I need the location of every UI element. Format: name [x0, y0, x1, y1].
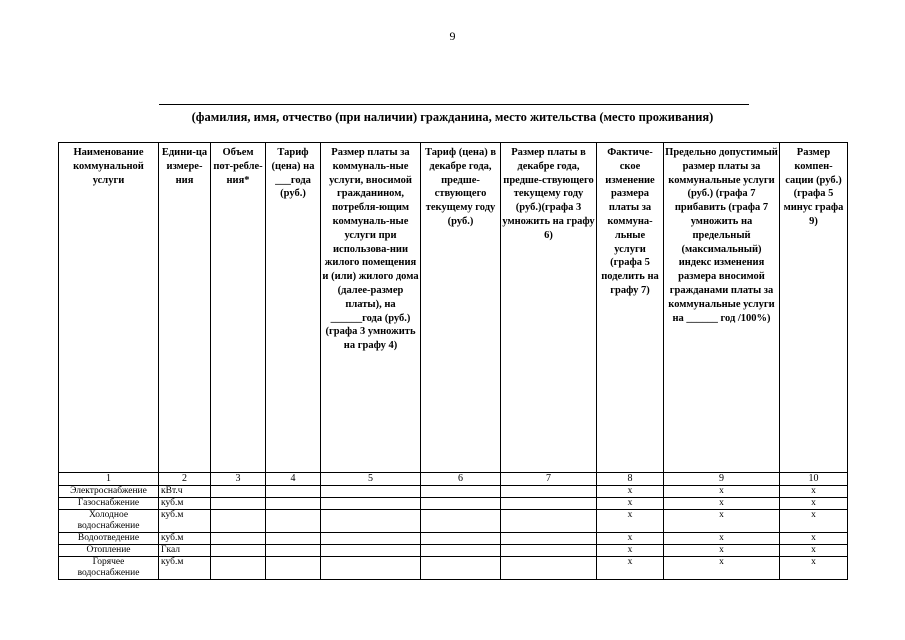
value-cell	[421, 498, 501, 510]
value-cell	[501, 498, 597, 510]
value-cell	[211, 557, 266, 580]
x-mark: x	[780, 486, 848, 498]
x-mark: x	[664, 498, 780, 510]
service-name: Отопление	[59, 545, 159, 557]
column-number: 5	[321, 473, 421, 486]
signature-line	[159, 104, 749, 105]
value-cell	[321, 557, 421, 580]
table-row	[59, 510, 848, 533]
unit-cell: куб.м	[159, 533, 211, 545]
column-number: 9	[664, 473, 780, 486]
x-mark: x	[597, 557, 664, 580]
x-mark: x	[597, 510, 664, 533]
header-cell: Тариф (цена) в декабре года, предше-ствующего текущему году (руб.)	[421, 143, 501, 473]
x-mark: x	[664, 545, 780, 557]
header-cell: Размер платы в декабре года, предше-ствующего текущему году (руб.)(графа 3 умножить на графу 6)	[501, 143, 597, 473]
x-mark: x	[664, 533, 780, 545]
service-name: Газоснабжение	[59, 498, 159, 510]
value-cell	[501, 557, 597, 580]
header-cell: Едини-ца измере-ния	[159, 143, 211, 473]
service-name: Электроснабжение	[59, 486, 159, 498]
column-number: 4	[266, 473, 321, 486]
table-row	[59, 498, 848, 510]
service-name: Водоотведение	[59, 533, 159, 545]
x-mark: x	[664, 486, 780, 498]
value-cell	[211, 486, 266, 498]
x-mark: x	[780, 557, 848, 580]
value-cell	[266, 486, 321, 498]
value-cell	[501, 545, 597, 557]
column-number: 10	[780, 473, 848, 486]
column-number: 1	[59, 473, 159, 486]
column-number: 2	[159, 473, 211, 486]
header-cell: Фактиче-ское изменение размера платы за коммуна-льные услуги (графа 5 поделить на графу 7)	[597, 143, 664, 473]
table-row	[59, 533, 848, 545]
value-cell	[421, 533, 501, 545]
x-mark: x	[597, 498, 664, 510]
column-number: 6	[421, 473, 501, 486]
unit-cell: Гкал	[159, 545, 211, 557]
x-mark: x	[597, 545, 664, 557]
x-mark: x	[780, 498, 848, 510]
value-cell	[501, 510, 597, 533]
value-cell	[421, 510, 501, 533]
value-cell	[211, 533, 266, 545]
value-cell	[501, 486, 597, 498]
unit-cell: куб.м	[159, 498, 211, 510]
service-name: Холодное водоснабжение	[59, 510, 159, 533]
column-number: 7	[501, 473, 597, 486]
table-row	[59, 486, 848, 498]
header-cell: Наименование коммунальной услуги	[59, 143, 159, 473]
value-cell	[266, 545, 321, 557]
x-mark: x	[597, 533, 664, 545]
value-cell	[321, 498, 421, 510]
value-cell	[266, 498, 321, 510]
column-number: 3	[211, 473, 266, 486]
service-name: Горячее водоснабжение	[59, 557, 159, 580]
x-mark: x	[597, 486, 664, 498]
compensation-table	[58, 142, 848, 580]
value-cell	[321, 545, 421, 557]
header-cell: Объем пот-ребле-ния*	[211, 143, 266, 473]
x-mark: x	[780, 533, 848, 545]
x-mark: x	[780, 510, 848, 533]
header-cell: Размер платы за коммуналь-ные услуги, вносимой гражданином, потребля-ющим коммуналь-ные услуги при использова-нии жилого помещения и (или) жилого дома (далее-размер платы), на ______года (руб.) (графа 3 умножить на графу 4)	[321, 143, 421, 473]
column-number-row	[59, 473, 848, 486]
value-cell	[321, 510, 421, 533]
x-mark: x	[780, 545, 848, 557]
value-cell	[266, 533, 321, 545]
unit-cell: кВт.ч	[159, 486, 211, 498]
caption: (фамилия, имя, отчество (при наличии) гражданина, место жительства (место проживания)	[191, 110, 714, 124]
table-row	[59, 557, 848, 580]
header-row	[59, 143, 848, 473]
value-cell	[501, 533, 597, 545]
unit-cell: куб.м	[159, 510, 211, 533]
header-cell: Предельно допустимый размер платы за коммунальные услуги (руб.) (графа 7 прибавить (графа 7 умножить на предельный (максимальный) индекс изменения размера вносимой гражданами платы за коммунальные услуги на ______ год /100%)	[664, 143, 780, 473]
page-number: 9	[449, 29, 456, 43]
column-number: 8	[597, 473, 664, 486]
value-cell	[421, 545, 501, 557]
header-cell: Тариф (цена) на ___года (руб.)	[266, 143, 321, 473]
unit-cell: куб.м	[159, 557, 211, 580]
x-mark: x	[664, 510, 780, 533]
value-cell	[421, 486, 501, 498]
table-row	[59, 545, 848, 557]
value-cell	[266, 557, 321, 580]
value-cell	[211, 545, 266, 557]
value-cell	[321, 533, 421, 545]
header-cell: Размер компен-сации (руб.) (графа 5 минус графа 9)	[780, 143, 848, 473]
value-cell	[211, 498, 266, 510]
value-cell	[266, 510, 321, 533]
value-cell	[421, 557, 501, 580]
value-cell	[321, 486, 421, 498]
value-cell	[211, 510, 266, 533]
x-mark: x	[664, 557, 780, 580]
